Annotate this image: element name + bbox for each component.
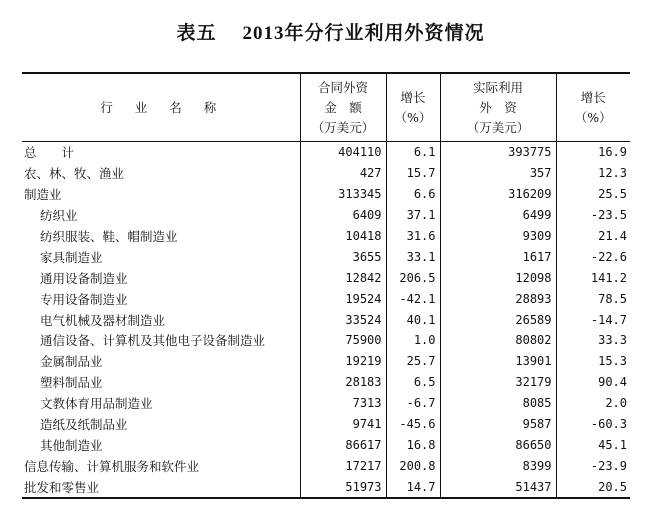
table-row (22, 163, 630, 184)
actual-growth-cell: 33.3 (556, 330, 630, 351)
table-row (22, 226, 630, 247)
header-actual-growth-line: （%） (574, 109, 612, 125)
industry-name-cell: 农、林、牧、渔业 (24, 166, 125, 182)
actual-growth-cell: 15.3 (556, 351, 630, 372)
contract-growth-cell: 37.1 (386, 205, 440, 226)
header-contract-growth-line: 增长 (400, 89, 426, 105)
actual-growth-cell: 20.5 (556, 476, 630, 498)
contract-growth-cell: 40.1 (386, 309, 440, 330)
table-body (22, 142, 630, 499)
actual-use-cell: 357 (440, 163, 556, 184)
header-actual-growth-line: 增长 (580, 89, 606, 105)
actual-use-cell: 6499 (440, 205, 556, 226)
actual-growth-cell: 12.3 (556, 163, 630, 184)
contract-growth-cell: 206.5 (386, 267, 440, 288)
industry-name-cell: 专用设备制造业 (40, 291, 128, 307)
table-row (22, 288, 630, 309)
table-row (22, 142, 630, 163)
table-row (22, 393, 630, 414)
header-contract-amount (300, 73, 386, 142)
table-row (22, 246, 630, 267)
header-industry: 行 业 名 称 (22, 73, 300, 142)
contract-amount-cell: 12842 (300, 267, 386, 288)
contract-amount-cell: 17217 (300, 455, 386, 476)
contract-growth-cell: 15.7 (386, 163, 440, 184)
actual-use-cell: 1617 (440, 246, 556, 267)
contract-amount-cell: 51973 (300, 476, 386, 498)
table-row (22, 476, 630, 498)
actual-use-cell: 28893 (440, 288, 556, 309)
industry-name-cell: 总 计 (24, 145, 75, 161)
actual-growth-cell: 45.1 (556, 434, 630, 455)
header-contract-amount-line: 金 额 (324, 99, 362, 115)
industry-name-cell: 批发和零售业 (24, 479, 100, 495)
actual-use-cell: 316209 (440, 184, 556, 205)
table-row (22, 434, 630, 455)
contract-amount-cell: 7313 (300, 393, 386, 414)
industry-name-cell: 通用设备制造业 (40, 270, 128, 286)
table-row (22, 309, 630, 330)
contract-growth-cell: 33.1 (386, 246, 440, 267)
page-title (0, 18, 661, 45)
industry-name-cell: 金属制品业 (40, 354, 103, 370)
header-actual-use (440, 73, 556, 142)
contract-amount-cell: 6409 (300, 205, 386, 226)
table-row (22, 267, 630, 288)
actual-growth-cell: -60.3 (556, 414, 630, 435)
header-actual-growth (556, 73, 630, 142)
actual-growth-cell: 25.5 (556, 184, 630, 205)
industry-name-cell: 家具制造业 (40, 249, 103, 265)
table-row (22, 414, 630, 435)
actual-use-cell: 80802 (440, 330, 556, 351)
header-contract-growth (386, 73, 440, 142)
actual-growth-cell: 16.9 (556, 142, 630, 163)
industry-name-cell: 造纸及纸制品业 (40, 417, 128, 433)
actual-growth-cell: 141.2 (556, 267, 630, 288)
actual-use-cell: 51437 (440, 476, 556, 498)
table-row (22, 205, 630, 226)
actual-use-cell: 393775 (440, 142, 556, 163)
actual-use-cell: 8399 (440, 455, 556, 476)
actual-growth-cell: 78.5 (556, 288, 630, 309)
contract-growth-cell: 31.6 (386, 226, 440, 247)
contract-amount-cell: 28183 (300, 372, 386, 393)
actual-growth-cell: 2.0 (556, 393, 630, 414)
contract-amount-cell: 19219 (300, 351, 386, 372)
industry-name-cell: 其他制造业 (40, 437, 103, 453)
header-actual-use-line: （万美元） (466, 119, 530, 135)
contract-growth-cell: 6.1 (386, 142, 440, 163)
industry-name-cell: 制造业 (24, 187, 62, 203)
actual-use-cell: 9587 (440, 414, 556, 435)
actual-use-cell: 12098 (440, 267, 556, 288)
header-contract-growth-line: （%） (394, 109, 432, 125)
actual-growth-cell: -23.5 (556, 205, 630, 226)
actual-growth-cell: 90.4 (556, 372, 630, 393)
actual-use-cell: 13901 (440, 351, 556, 372)
contract-amount-cell: 313345 (300, 184, 386, 205)
table-row (22, 455, 630, 476)
actual-use-cell: 32179 (440, 372, 556, 393)
contract-amount-cell: 3655 (300, 246, 386, 267)
actual-use-cell: 8085 (440, 393, 556, 414)
header-actual-use-line: 外 资 (479, 99, 517, 115)
table-row (22, 184, 630, 205)
table-row (22, 351, 630, 372)
table-row (22, 330, 630, 351)
table-header-row (22, 73, 630, 142)
actual-growth-cell: 21.4 (556, 226, 630, 247)
contract-growth-cell: 200.8 (386, 455, 440, 476)
title-prefix: 表五 (176, 22, 217, 44)
header-contract-amount-line: 合同外资 (317, 79, 368, 95)
contract-amount-cell: 75900 (300, 330, 386, 351)
actual-use-cell: 9309 (440, 226, 556, 247)
contract-amount-cell: 9741 (300, 414, 386, 435)
actual-use-cell: 86650 (440, 434, 556, 455)
table-row (22, 372, 630, 393)
contract-amount-cell: 404110 (300, 142, 386, 163)
contract-amount-cell: 86617 (300, 434, 386, 455)
contract-growth-cell: 6.6 (386, 184, 440, 205)
contract-growth-cell: -42.1 (386, 288, 440, 309)
contract-growth-cell: 25.7 (386, 351, 440, 372)
industry-name-cell: 塑料制品业 (40, 375, 103, 391)
header-contract-amount-line: （万美元） (311, 119, 375, 135)
actual-growth-cell: -23.9 (556, 455, 630, 476)
contract-amount-cell: 427 (300, 163, 386, 184)
industry-name-cell: 电气机械及器材制造业 (40, 312, 166, 328)
contract-growth-cell: 16.8 (386, 434, 440, 455)
industry-name-cell: 文教体育用品制造业 (40, 396, 153, 412)
actual-growth-cell: -14.7 (556, 309, 630, 330)
actual-growth-cell: -22.6 (556, 246, 630, 267)
contract-growth-cell: -45.6 (386, 414, 440, 435)
industry-name-cell: 信息传输、计算机服务和软件业 (24, 458, 200, 474)
contract-growth-cell: 6.5 (386, 372, 440, 393)
contract-amount-cell: 33524 (300, 309, 386, 330)
industry-name-cell: 纺织服装、鞋、帽制造业 (40, 229, 178, 244)
title-year: 2013 (242, 23, 285, 44)
industry-name-cell: 纺织业 (40, 208, 78, 224)
industry-foreign-investment-table (22, 72, 630, 499)
industry-name-cell: 通信设备、计算机及其他电子设备制造业 (40, 333, 266, 349)
contract-growth-cell: 14.7 (386, 476, 440, 498)
header-actual-use-line: 实际利用 (472, 79, 523, 95)
contract-amount-cell: 19524 (300, 288, 386, 309)
contract-amount-cell: 10418 (300, 226, 386, 247)
contract-growth-cell: -6.7 (386, 393, 440, 414)
actual-use-cell: 26589 (440, 309, 556, 330)
contract-growth-cell: 1.0 (386, 330, 440, 351)
title-suffix: 年分行业利用外资情况 (284, 22, 485, 44)
